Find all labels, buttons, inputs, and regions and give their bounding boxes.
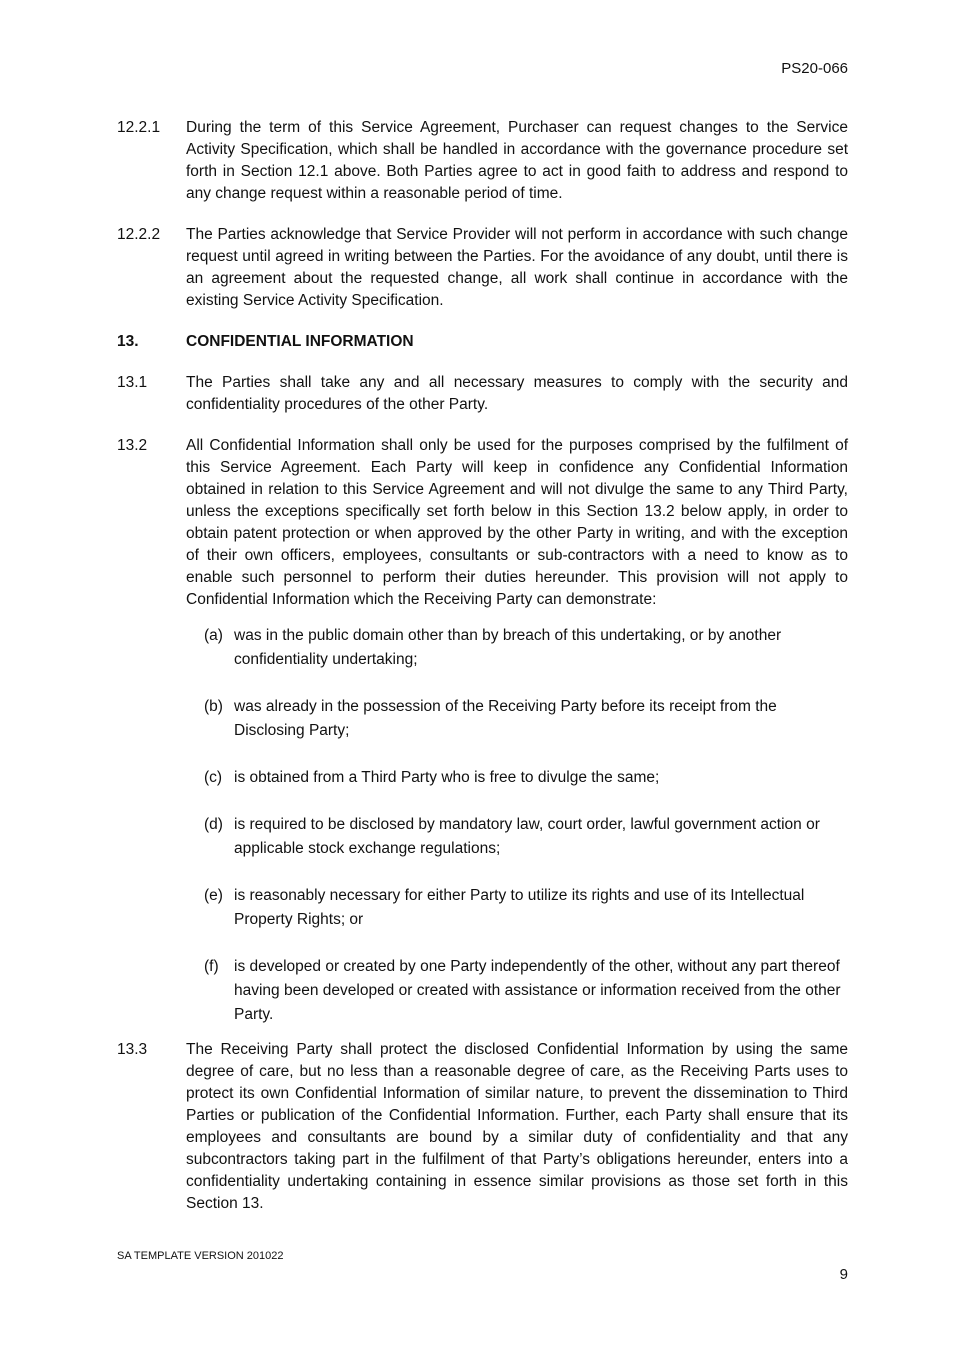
clause-12-2-1	[117, 117, 848, 205]
list-item-text: was in the public domain other than by breach of this undertaking, or by another confidentiality undertaking;	[234, 627, 782, 668]
clause-text: The Parties acknowledge that Service Provider will not perform in accordance with such change request until agreed in writing between the Parties. For the avoidance of any doubt, until there is an agreement about the requested change, all work shall continue in accordance with the existing Service Activity Specification.	[186, 226, 848, 309]
list-item-text: is developed or created by one Party independently of the other, without any part thereof having been developed or created with assistance or information received from the other Party.	[234, 958, 841, 1023]
exceptions-list	[204, 624, 848, 1027]
document-body	[117, 117, 848, 1234]
clause-text: The Parties shall take any and all necessary measures to comply with the security and confidentiality procedures of the other Party.	[186, 374, 848, 413]
list-item-letter: (b)	[204, 698, 223, 715]
list-item	[204, 884, 848, 932]
clause-13-1	[117, 372, 848, 416]
clause-text: The Receiving Party shall protect the disclosed Confidential Information by using the same degree of care, but no less than a reasonable degree of care, as the Receiving Parts uses to protect its own Confidential Information of similar nature, to prevent the dissemination to Third Parties or publication of the Confidential Information. Further, each Party shall ensure that its employees and consultants are bound by a similar duty of confidentiality and that any subcontractors taking part in the fulfilment of that Party’s obligations hereunder, enters into a confidentiality undertaking containing in essence similar provisions as those set forth in this Section 13.	[186, 1041, 848, 1212]
list-item-letter: (c)	[204, 769, 223, 786]
list-item-text: was already in the possession of the Receiving Party before its receipt from the Disclosing Party;	[234, 698, 777, 739]
list-item	[204, 955, 848, 1027]
clause-number: 13.1	[117, 374, 148, 391]
document-reference: PS20-066	[781, 60, 848, 77]
list-item-letter: (e)	[204, 887, 223, 904]
list-item	[204, 695, 848, 743]
clause-number: 13.2	[117, 437, 148, 454]
template-version: SA TEMPLATE VERSION 201022	[117, 1250, 284, 1262]
clause-number: 12.2.1	[117, 119, 161, 136]
section-heading-13	[117, 331, 848, 353]
list-item-text: is required to be disclosed by mandatory law, court order, lawful government action or applicable stock exchange regulations;	[234, 816, 820, 857]
list-item	[204, 624, 848, 672]
list-item-letter: (a)	[204, 627, 223, 644]
clause-number: 13.3	[117, 1041, 148, 1058]
section-title: CONFIDENTIAL INFORMATION	[186, 333, 414, 350]
clause-text: All Confidential Information shall only be used for the purposes comprised by the fulfilment of this Service Agreement. Each Party will keep in confidence any Confidential Information obtained in relation to this Service Agreement and will not divulge the same to any Third Party, unless the exceptions specifically set forth below in this Section 13.2 below apply, in order to obtain patent protection or when approved by the other Party in writing, and with the exception of their own officers, employees, consultants or sub-contractors with a need to know as to enable such personnel to perform their duties hereunder. This provision will not apply to Confidential Information which the Receiving Party can demonstrate:	[186, 437, 848, 608]
section-number: 13.	[117, 333, 139, 350]
list-item-letter: (d)	[204, 816, 223, 833]
list-item-letter: (f)	[204, 958, 219, 975]
clause-13-2	[117, 435, 848, 611]
clause-13-3	[117, 1039, 848, 1215]
clause-12-2-2	[117, 224, 848, 312]
page-number: 9	[839, 1266, 848, 1283]
list-item-text: is obtained from a Third Party who is free to divulge the same;	[234, 769, 660, 786]
list-item-text: is reasonably necessary for either Party to utilize its rights and use of its Intellectual Property Rights; or	[234, 887, 805, 928]
clause-number: 12.2.2	[117, 226, 161, 243]
list-item	[204, 813, 848, 861]
clause-text: During the term of this Service Agreement, Purchaser can request changes to the Service Activity Specification, which shall be handled in accordance with the governance procedure set forth in Section 12.1 above. Both Parties agree to act in good faith to address and respond to any change request within a reasonable period of time.	[186, 119, 848, 202]
list-item	[204, 766, 848, 790]
